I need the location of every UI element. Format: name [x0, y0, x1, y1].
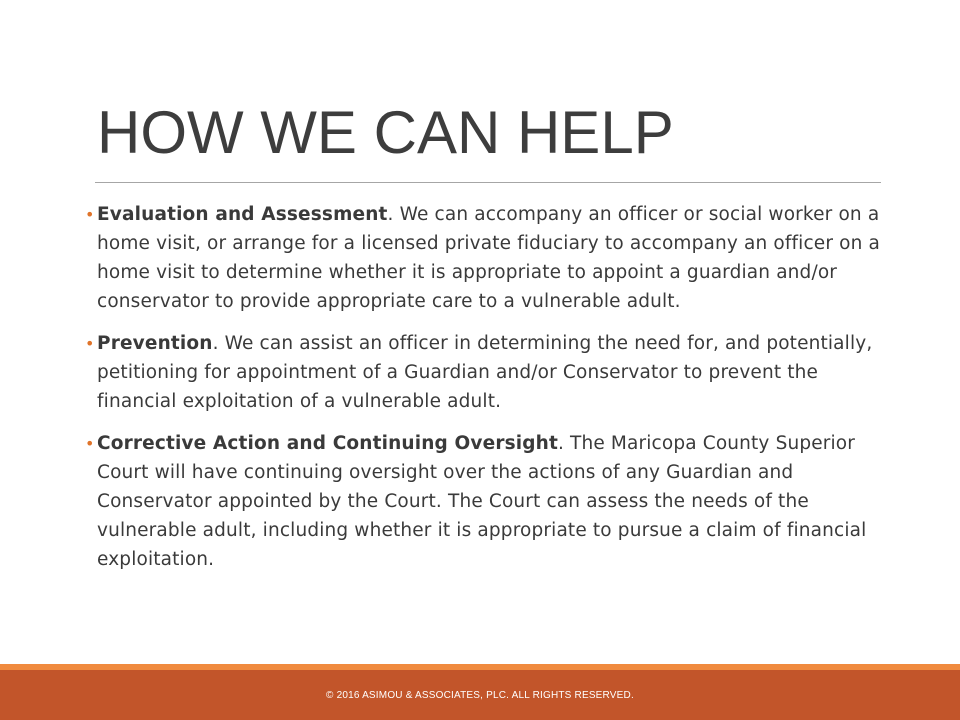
bullet-heading: Evaluation and Assessment — [97, 204, 388, 225]
bullet-item-evaluation — [85, 200, 885, 316]
bullet-text: . We can accompany an officer or social worker on a home visit, or arrange for a licensed private fiduciary to accompany an officer on a home visit to determine whether it is appropriate to appoint a guardian and/or conservator to provide appropriate care to a vulnerable adult. — [97, 204, 880, 312]
bullet-item-prevention — [85, 329, 885, 416]
bullet-item-corrective-action — [85, 429, 885, 574]
bullet-heading: Corrective Action and Continuing Oversight — [97, 433, 558, 454]
slide-title: HOW WE CAN HELP — [97, 99, 674, 166]
bullet-text: . We can assist an officer in determining the need for, and potentially, petitioning for appointment of a Guardian and/or Conservator to prevent the financial exploitation of a vulnerable adult. — [97, 333, 873, 412]
bullet-icon: • — [85, 434, 95, 453]
bullet-icon: • — [85, 334, 95, 353]
bullet-list — [85, 200, 885, 587]
bullet-text: . The Maricopa County Superior Court will have continuing oversight over the actions of any Guardian and Conservator appointed by the Court. The Court can assess the needs of the vulnerable adult, including whether it is appropriate to pursue a claim of financial exploitation. — [97, 433, 867, 570]
bullet-icon: • — [85, 205, 95, 224]
bullet-heading: Prevention — [97, 333, 213, 354]
footer-copyright: © 2016 ASIMOU & ASSOCIATES, PLC. ALL RIGHTS RESERVED. — [326, 690, 634, 701]
title-divider — [95, 182, 881, 183]
